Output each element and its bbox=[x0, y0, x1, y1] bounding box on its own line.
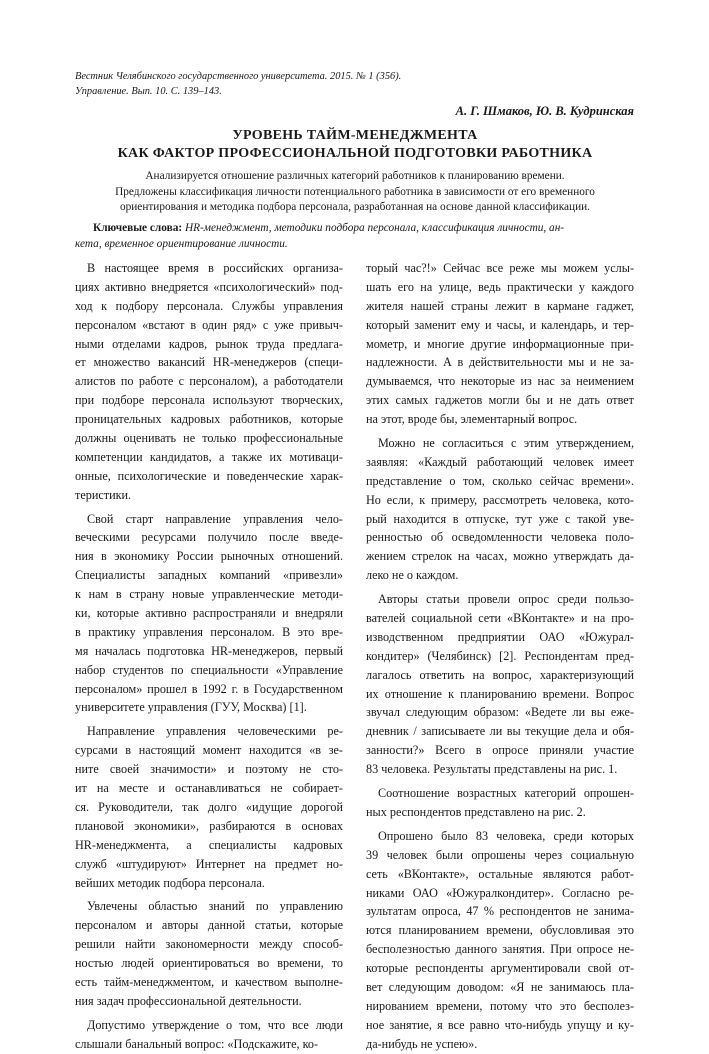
body-line: набор студентов по специальности «Управление bbox=[75, 662, 343, 677]
body-line: думываемся, что некоторые из нас за неимением bbox=[366, 374, 634, 389]
body-line: к нам в страну новые управленческие методи- bbox=[75, 587, 343, 602]
article-title-line: КАК ФАКТОР ПРОФЕССИОНАЛЬНОЙ ПОДГОТОВКИ РАБОТНИКА bbox=[117, 146, 593, 161]
body-line: В настоящее время в российских организа- bbox=[87, 261, 343, 275]
body-line: их отношение к планированию времени. Вопрос bbox=[366, 686, 634, 701]
journal-citation bbox=[75, 69, 635, 99]
body-line: жением стрелок на часах, можно утверждать да- bbox=[366, 549, 634, 564]
body-line: персоналом и авторы данной статьи, которые bbox=[75, 918, 343, 933]
body-line: вет следующим доводом: «Я не занимаюсь пла- bbox=[366, 979, 634, 994]
body-line: зультатам опроса, 47 % респондентов не занима- bbox=[366, 904, 634, 919]
body-line: теристики. bbox=[75, 487, 132, 502]
body-line: при подборе персонала используют творческих, bbox=[75, 393, 343, 408]
body-line: шать его на улице, ведь практически у каждого bbox=[366, 279, 634, 294]
body-line: ное занятие, я все равно что-нибудь упущу и ку- bbox=[366, 1017, 634, 1032]
body-line: ки, которые активно распространяли и внедряли bbox=[75, 606, 343, 621]
body-paragraph bbox=[75, 897, 343, 1010]
body-line: служб «штудируют» Интернет на предмет но- bbox=[75, 856, 343, 871]
body-line: этих самых гаджетов могли бы и не дать ответ bbox=[366, 393, 634, 408]
body-line: да-нибудь не успею». bbox=[366, 1036, 478, 1051]
body-line: который заменит ему и часы, и календарь, и тер- bbox=[366, 317, 634, 332]
body-line: 83 человека. Результаты представлены на рис. 1. bbox=[366, 762, 618, 777]
body-line: ните своей значимости» и поэтому не сто- bbox=[75, 762, 343, 777]
keywords-text: HR-менеджмент, методики подбора персонала, классификация личности, ан- bbox=[184, 222, 565, 234]
body-line: вейших методик подбора персонала. bbox=[75, 875, 265, 890]
body-line: HR-менеджмента, а специалисты кадровых bbox=[75, 837, 343, 852]
body-line: представление о том, сколько сейчас времени». bbox=[366, 473, 634, 488]
body-line: циях активно внедряется «психологический» под- bbox=[75, 279, 343, 294]
body-line: лагалось ответить на вопрос, характеризующий bbox=[366, 667, 634, 682]
body-line: ными отделами кадров, рынок труда предлага- bbox=[75, 336, 343, 351]
body-line: занности?» Всего в опросе приняли участие bbox=[366, 743, 634, 758]
body-paragraph bbox=[75, 722, 343, 892]
body-line: вателей социальной сети «ВКонтакте» и на про- bbox=[366, 611, 634, 626]
body-line: мометр, и многие другие информационные при- bbox=[366, 336, 634, 351]
keywords-text: кета, временное ориентирование личности. bbox=[75, 238, 288, 250]
body-line: персоналом «встают в один ряд» с уже привыч- bbox=[75, 317, 343, 332]
body-line: мя началась подготовка HR-менеджеров, первый bbox=[75, 643, 343, 658]
body-paragraph bbox=[75, 1016, 343, 1054]
body-line: слышали банальный вопрос: «Подскажите, ко- bbox=[75, 1036, 319, 1051]
article-keywords bbox=[75, 220, 635, 252]
body-column-right bbox=[366, 259, 634, 1054]
body-line: ет множество вакансий HR-менеджеров (специ- bbox=[75, 355, 343, 370]
body-line: леко не о каждом. bbox=[366, 568, 459, 583]
body-line: надлежности. А в действительности мы и не за- bbox=[366, 355, 634, 370]
body-line: ностью людей ориентироваться во времени, то bbox=[75, 956, 343, 971]
body-line: Соотношение возрастных категорий опрошен- bbox=[378, 786, 634, 801]
body-line: кондитер» (Челябинск) [2]. Респондентам пред- bbox=[366, 648, 634, 663]
body-line: торый час?!» Сейчас все реже мы можем услы- bbox=[366, 261, 634, 275]
body-line: Можно не согласиться с этим утверждением, bbox=[378, 436, 634, 451]
body-line: Увлечены областью знаний по управлению bbox=[87, 899, 343, 914]
body-paragraph bbox=[366, 434, 634, 585]
body-line: изводственном предприятии ОАО «Южурал- bbox=[366, 629, 634, 644]
article-title bbox=[60, 127, 650, 163]
abstract-line: Анализируется отношение различных категорий работников к планированию времени. bbox=[145, 170, 565, 182]
body-line: на этот, вроде бы, элементарный вопрос. bbox=[366, 412, 578, 427]
body-line: плановой экономики», разбираются в основах bbox=[75, 818, 343, 833]
body-line: сеть «ВКонтакте», остальные являются работ- bbox=[366, 866, 634, 881]
body-paragraph bbox=[366, 259, 634, 429]
body-column-left bbox=[75, 259, 343, 1054]
body-paragraph bbox=[366, 784, 634, 822]
body-line: ются планированием времени, обусловливая это bbox=[366, 923, 634, 938]
article-abstract bbox=[75, 169, 635, 216]
body-line: ных респондентов представлено на рис. 2. bbox=[366, 804, 586, 819]
body-line: алистов по работе с персоналом), а работодатели bbox=[75, 374, 343, 389]
body-line: Допустимо утверждение о том, что все люди bbox=[87, 1017, 343, 1032]
body-line: университете управления (ГУУ, Москва) [1]. bbox=[75, 700, 307, 715]
body-line: Но если, к примеру, рассмотреть человека, кото- bbox=[366, 492, 634, 507]
body-line: компетенции кандидатов, а также их мотиваци- bbox=[75, 449, 343, 464]
body-line: дневник / записываете ли вы текущие дела и обя- bbox=[366, 724, 634, 739]
abstract-line: Предложены классификация личности потенциального работника в зависимости от его временного bbox=[115, 185, 595, 198]
body-line: бесполезностью данного занятия. При опросе не- bbox=[366, 942, 634, 957]
body-line: Авторы статьи провели опрос среди пользо- bbox=[378, 592, 634, 607]
keywords-label: Ключевые слова: bbox=[93, 222, 183, 234]
body-line: ренностью об осведомленности человека поло- bbox=[366, 530, 634, 545]
body-paragraph bbox=[366, 827, 634, 1054]
body-line: жителя нашей страны лежит в кармане гаджет, bbox=[366, 298, 634, 313]
abstract-line: ориентирования и методика подбора персонала, разработанная на основе данной классификации. bbox=[119, 201, 591, 213]
body-line: в практику управления персоналом. В это вре- bbox=[75, 624, 343, 639]
body-line: 39 человек были опрошены через социальную bbox=[366, 847, 634, 862]
body-line: онные, психологические и поведенческие харак- bbox=[75, 468, 343, 483]
body-line: ния задач профессиональной деятельности. bbox=[75, 993, 302, 1008]
body-line: ит на месте и останавливаться не собирает- bbox=[75, 781, 343, 796]
body-line: персоналом» прошел в 1992 г. в Государственном bbox=[75, 681, 343, 696]
article-authors: А. Г. Шмаков, Ю. В. Кудринская bbox=[455, 104, 634, 118]
body-line: есть тайм-менеджментом, и качеством выполне- bbox=[75, 974, 343, 989]
body-paragraph bbox=[75, 510, 343, 718]
body-line: заявляя: «Каждый работающий человек имеет bbox=[366, 454, 634, 469]
body-line: нированием времени, потому что это бесполез- bbox=[366, 998, 634, 1013]
body-line: должны оценивать не только профессиональные bbox=[75, 431, 343, 446]
body-line: Опрошено было 83 человека, среди которых bbox=[378, 828, 634, 843]
body-line: Направление управления человеческими ре- bbox=[87, 724, 343, 739]
body-line: Специалисты западных компаний «привезли» bbox=[75, 568, 343, 583]
journal-citation-line: Вестник Челябинского государственного университета. 2015. № 1 (356). bbox=[75, 71, 402, 82]
body-line: никами ОАО «Южуралкондитер». Согласно ре- bbox=[366, 885, 634, 900]
journal-citation-line: Управление. Вып. 10. С. 139–143. bbox=[75, 86, 222, 97]
body-line: рый находится в отпуске, тут уже с такой уве- bbox=[366, 511, 634, 526]
body-line: веческими ресурсами получило после введе- bbox=[75, 530, 343, 545]
body-line: ся. Руководители, так долго «идущие дорогой bbox=[75, 799, 343, 814]
body-line: проницательных кадровых работников, которые bbox=[75, 412, 343, 427]
body-line: которые респонденты аргументировали свой от- bbox=[366, 961, 634, 976]
body-line: Свой старт направление управления чело- bbox=[87, 511, 343, 526]
body-line: ход к подбору персонала. Службы управления bbox=[75, 298, 343, 313]
body-line: звучал следующим образом: «Ведете ли вы еже- bbox=[366, 705, 634, 720]
body-paragraph bbox=[75, 259, 343, 505]
body-line: решили найти закономерности между способ- bbox=[75, 937, 343, 952]
body-line: сурсами в настоящий момент находится «в зе- bbox=[75, 743, 343, 758]
article-title-line: УРОВЕНЬ ТАЙМ-МЕНЕДЖМЕНТА bbox=[232, 128, 478, 143]
body-line: ния в экономику России рыночных отношений. bbox=[75, 549, 343, 564]
body-paragraph bbox=[366, 590, 634, 779]
